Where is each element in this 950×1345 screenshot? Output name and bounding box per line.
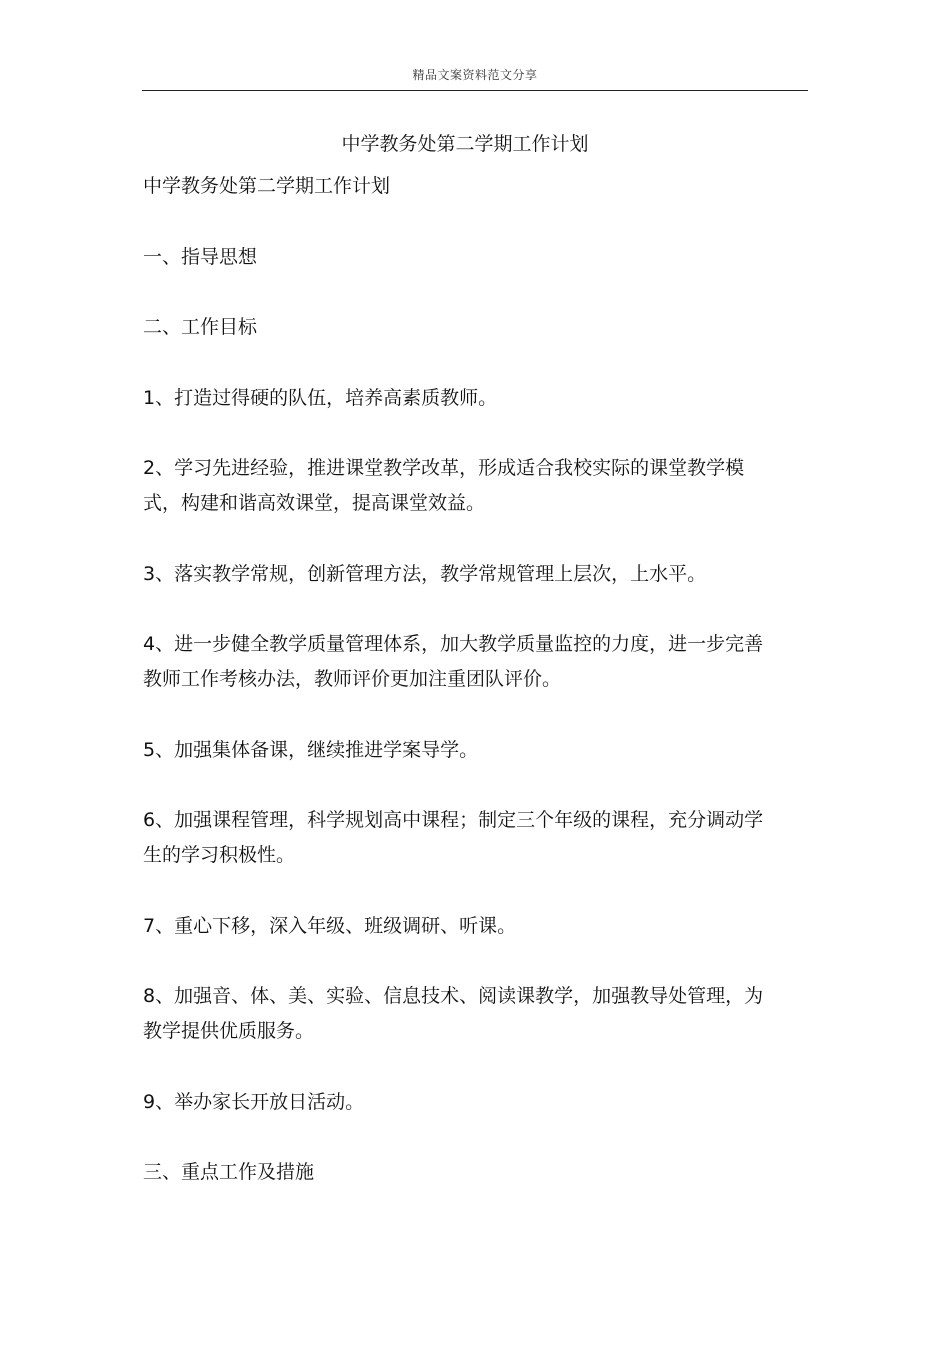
list-item: 2、学习先进经验，推进课堂教学改革，形成适合我校实际的课堂教学模式，构建和谐高效课堂，提高课堂效益。 [143,457,745,514]
list-item: 6、加强课程管理，科学规划高中课程；制定三个年级的课程，充分调动学生的学习积极性。 [143,809,764,866]
page-header: 精品文案资料范文分享 [412,68,538,82]
list-item: 9、举办家长开放日活动。 [143,1091,365,1113]
list-item: 1、打造过得硬的队伍，培养高素质教师。 [143,387,498,409]
section-heading: 一、指导思想 [143,246,258,268]
list-item: 8、加强音、体、美、实验、信息技术、阅读课教学，加强教导处管理，为教学提供优质服务。 [143,985,764,1042]
header-divider [142,90,808,91]
section-heading: 三、重点工作及措施 [143,1161,315,1183]
document-title: 中学教务处第二学期工作计划 [341,133,589,155]
list-item: 4、进一步健全教学质量管理体系，加大教学质量监控的力度，进一步完善教师工作考核办法，教师评价更加注重团队评价。 [143,633,764,690]
section-heading: 二、工作目标 [143,316,258,338]
list-item: 3、落实教学常规，创新管理方法，教学常规管理上层次，上水平。 [143,563,707,585]
list-item: 7、重心下移，深入年级、班级调研、听课。 [143,915,517,937]
paragraph: 中学教务处第二学期工作计划 [143,175,391,197]
list-item: 5、加强集体备课，继续推进学案导学。 [143,739,479,761]
